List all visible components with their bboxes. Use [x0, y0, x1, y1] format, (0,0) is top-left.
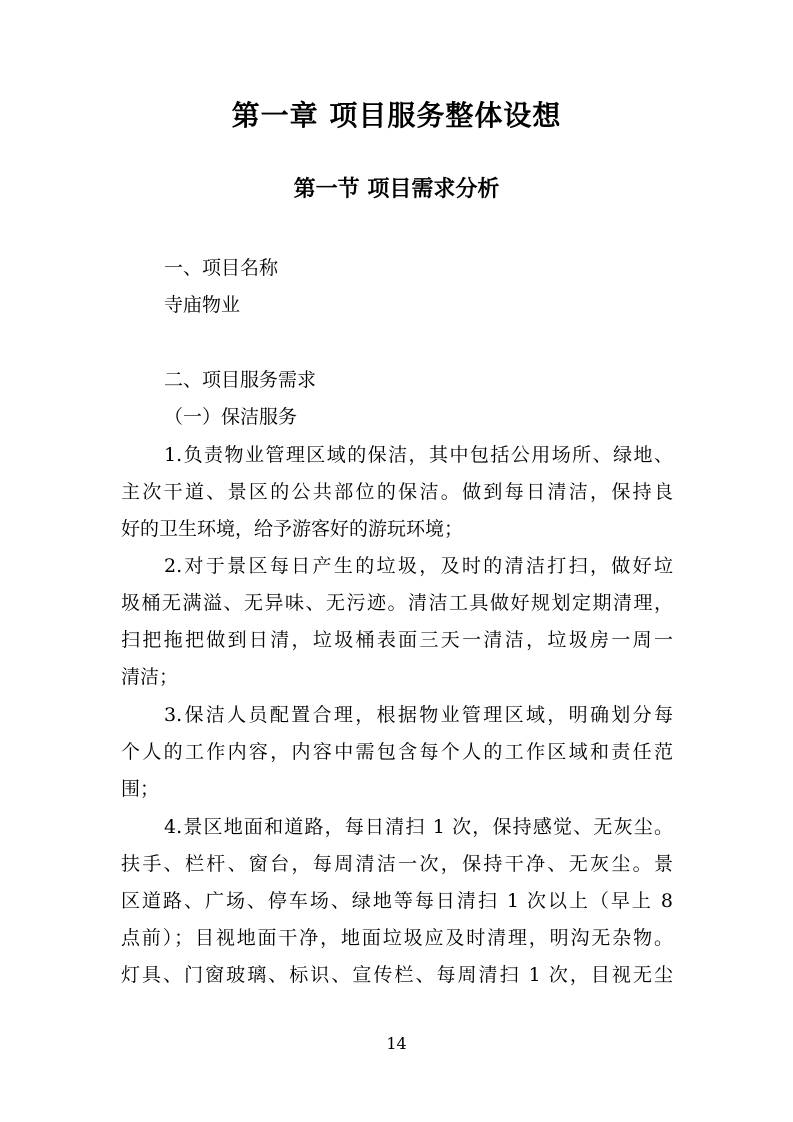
- paragraph-line: 个人的工作内容，内容中需包含每个人的工作区域和责任范: [121, 741, 673, 763]
- project-name-heading: 一、项目名称: [164, 257, 279, 279]
- paragraph-line: 好的卫生环境，给予游客好的游玩环境；: [121, 518, 464, 540]
- paragraph-line: 清洁；: [121, 666, 179, 688]
- paragraph-line: 4.景区地面和道路，每日清扫 1 次，保持感觉、无灰尘。: [164, 816, 673, 838]
- paragraph-line: 灯具、门窗玻璃、标识、宣传栏、每周清扫 1 次，目视无尘: [121, 964, 673, 986]
- page-number: 14: [386, 1034, 407, 1053]
- paragraph-line: 区道路、广场、停车场、绿地等每日清扫 1 次以上（早上 8: [121, 890, 673, 912]
- paragraph-line: 扫把拖把做到日清，垃圾桶表面三天一清洁，垃圾房一周一: [121, 629, 673, 651]
- paragraph-line: 点前）；目视地面干净，地面垃圾应及时清理，明沟无杂物。: [121, 927, 673, 949]
- paragraph-line: 3.保洁人员配置合理，根据物业管理区域，明确划分每: [164, 704, 673, 726]
- paragraph-line: 围；: [121, 778, 160, 800]
- section-title: 第一节 项目需求分析: [293, 177, 500, 202]
- service-needs-heading: 二、项目服务需求: [164, 369, 317, 391]
- paragraph-line: 圾桶无满溢、无异味、无污迹。清洁工具做好规划定期清理，: [121, 592, 673, 614]
- paragraph-line: 1.负责物业管理区域的保洁，其中包括公用场所、绿地、: [164, 444, 673, 466]
- paragraph-line: 2.对于景区每日产生的垃圾，及时的清洁打扫，做好垃: [164, 555, 673, 577]
- paragraph-line: 主次干道、景区的公共部位的保洁。做到每日清洁，保持良: [121, 481, 673, 503]
- paragraph-line: 扶手、栏杆、窗台，每周清洁一次，保持干净、无灰尘。景: [121, 853, 673, 875]
- chapter-title: 第一章 项目服务整体设想: [231, 99, 562, 132]
- project-name: 寺庙物业: [164, 294, 241, 316]
- cleaning-heading: （一）保洁服务: [164, 406, 298, 428]
